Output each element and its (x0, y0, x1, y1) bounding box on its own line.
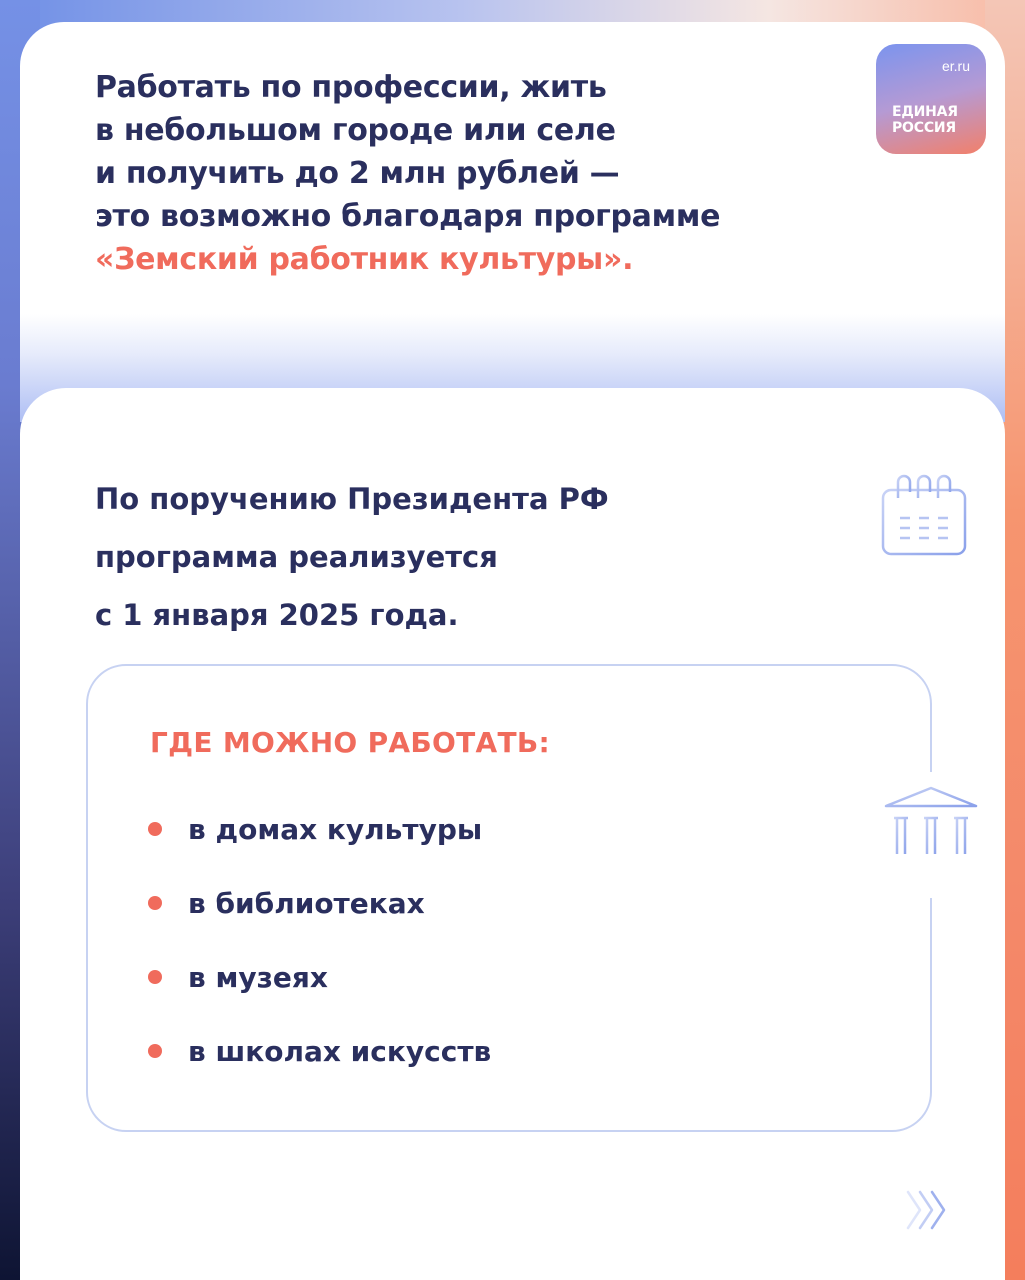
intro-line: программа реализуется (95, 540, 498, 574)
list-item (148, 866, 491, 940)
chevrons-right-icon[interactable] (902, 1188, 954, 1232)
list-item-label: в музеях (188, 960, 328, 994)
intro-text (95, 470, 795, 644)
list-item (148, 1014, 491, 1088)
intro-line: с 1 января 2025 года. (95, 598, 459, 632)
program-name: «Земский работник культуры». (95, 242, 634, 277)
list-item-label: в библиотеках (188, 886, 425, 920)
logo-brand-line: РОССИЯ (892, 120, 957, 136)
list-item (148, 792, 491, 866)
headline-line: и получить до 2 млн рублей — (95, 156, 620, 191)
logo-brand (892, 104, 982, 136)
bullet-icon (148, 896, 162, 910)
bullet-icon (148, 970, 162, 984)
bullet-icon (148, 1044, 162, 1058)
bullet-icon (148, 822, 162, 836)
headline (95, 66, 815, 281)
list-item-label: в домах культуры (188, 812, 483, 846)
calendar-icon (878, 472, 970, 560)
headline-line: Работать по профессии, жить (95, 70, 607, 105)
workplaces-title: ГДЕ МОЖНО РАБОТАТЬ: (150, 726, 551, 759)
headline-line: в небольшом городе или селе (95, 113, 616, 148)
logo-url: er.ru (941, 58, 970, 74)
workplaces-list (148, 792, 491, 1088)
museum-icon (880, 784, 982, 876)
intro-line: По поручению Президента РФ (95, 482, 609, 516)
headline-line: это возможно благодаря программе (95, 199, 721, 234)
list-item-label: в школах искусств (188, 1034, 492, 1068)
party-logo[interactable] (876, 44, 986, 154)
logo-brand-line: ЕДИНАЯ (892, 104, 958, 120)
list-item (148, 940, 491, 1014)
